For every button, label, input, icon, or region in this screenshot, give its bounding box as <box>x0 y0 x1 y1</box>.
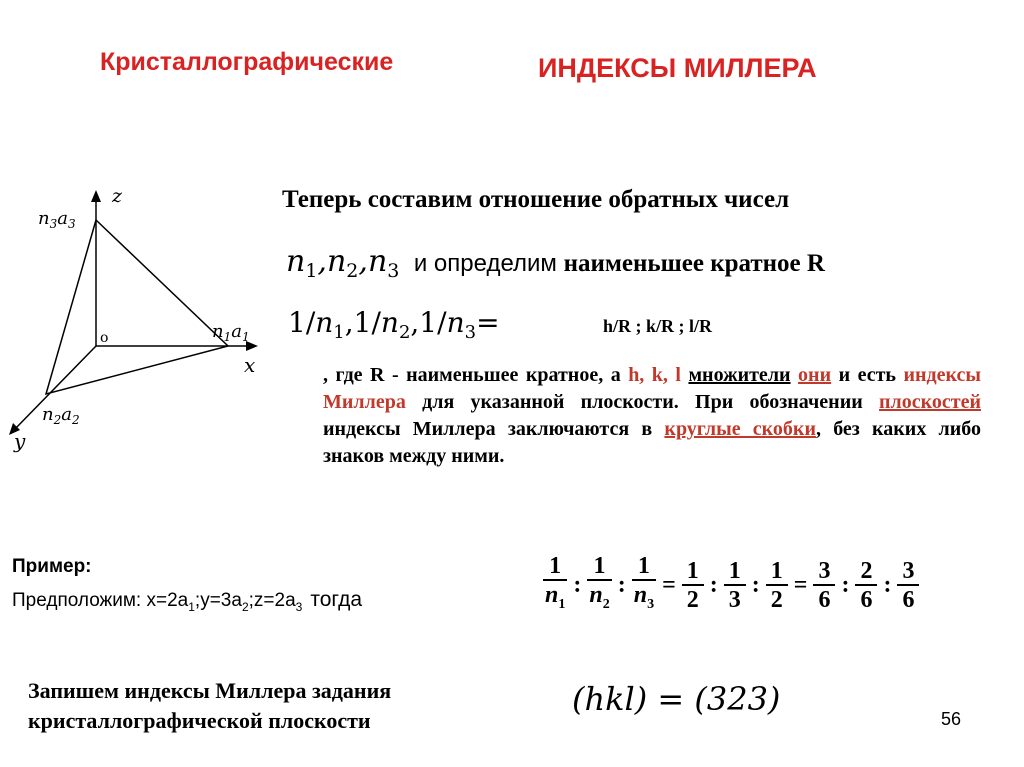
fraction-1-n3: $\frac{1}{n_3}$ <box>633 553 655 612</box>
fraction-2-6: $\frac{2}{6}$ <box>855 558 877 614</box>
example-text: Предположим: $x=2a_1;y=3a_2;z=2a_3$ тогда <box>12 588 363 614</box>
fraction-1-n2: $\frac{1}{n_2}$ <box>589 553 610 612</box>
final-text: Запишем индексы Миллера задания кристаллографической плоскости <box>28 678 392 733</box>
desc-multipliers: множители <box>688 364 791 386</box>
description-paragraph <box>323 362 981 470</box>
example-heading: Пример: <box>12 556 92 577</box>
origin-label: o <box>100 330 109 346</box>
fraction-1-3: $\frac{1}{3}$ <box>724 558 746 614</box>
fraction-1-n1: $\frac{1}{n_1}$ <box>545 553 566 612</box>
desc-part-3: для указанной плоскости. При обозначении <box>422 391 863 413</box>
n-rest-bold: наименьшее кратное R <box>563 250 825 277</box>
desc-and: и <box>838 364 851 386</box>
n-values-rest <box>414 250 825 277</box>
desc-part-2: есть <box>857 364 896 386</box>
desc-part-5: , без каких либо знаков между ними. <box>323 418 982 467</box>
final-formula: (hkl) = (323) <box>572 680 781 718</box>
axes-diagram <box>0 180 275 460</box>
n-values-line <box>286 244 825 282</box>
y-intercept-label: $n_2a_2$ <box>42 404 80 427</box>
fraction-1-2b: $\frac{1}{2}$ <box>766 558 788 614</box>
n-rest-plain: и определим <box>413 250 557 277</box>
z-label: z <box>112 185 123 207</box>
desc-part-4: индексы Миллера заключаются в <box>323 418 653 440</box>
plane-triangle <box>46 220 228 394</box>
desc-round-brackets-link[interactable]: круглые скобки <box>664 418 816 440</box>
x-intercept-label: $n_1a_1$ <box>212 321 250 344</box>
desc-planes-link[interactable]: плоскостей <box>879 391 982 413</box>
title-miller-indices: ИНДЕКСЫ МИЛЛЕРА <box>538 53 817 83</box>
example-then: тогда <box>310 588 363 611</box>
desc-they: они <box>798 364 832 386</box>
fraction-3-6b: $\frac{3}{6}$ <box>897 558 919 614</box>
desc-part-1: , где R - наименьшее кратное, а <box>323 364 621 386</box>
fraction-3-6: $\frac{3}{6}$ <box>813 558 835 614</box>
reciprocal-line: $1/n_1,1/n_2,1/n_3=$ <box>288 306 500 343</box>
desc-miller-indices: индексы Миллера <box>323 364 982 413</box>
z-axis-arrow-icon <box>91 190 101 202</box>
hkl-ratio: h/R ; k/R ; l/R <box>603 316 713 336</box>
fraction-1-2: $\frac{1}{2}$ <box>682 558 704 614</box>
y-label: y <box>14 429 26 453</box>
fraction-equation: $\frac{1}{n_1}$ : $\frac{1}{n_2}$ : $\frac{1}{n_3}$ = $\frac{1}{2}$ : $\frac{1}{3}$ : $\frac{1}{2}$ = $\frac{3}{6}$ : $\frac{2}{6}$ : $\frac{3}{6}$ <box>540 553 922 619</box>
n-values-math: $n_1,n_2,n_3$ <box>286 244 400 282</box>
intro-line: Теперь составим отношение обратных чисел <box>282 186 790 213</box>
z-intercept-label: $n_3a_3$ <box>38 208 76 231</box>
x-label: x <box>244 353 256 377</box>
page-number: 56 <box>941 709 962 729</box>
title-crystallographic: Кристаллографические <box>100 48 394 76</box>
desc-hkl: h, k, l <box>628 364 681 386</box>
example-assume: Предположим: x=2a <box>12 590 189 611</box>
